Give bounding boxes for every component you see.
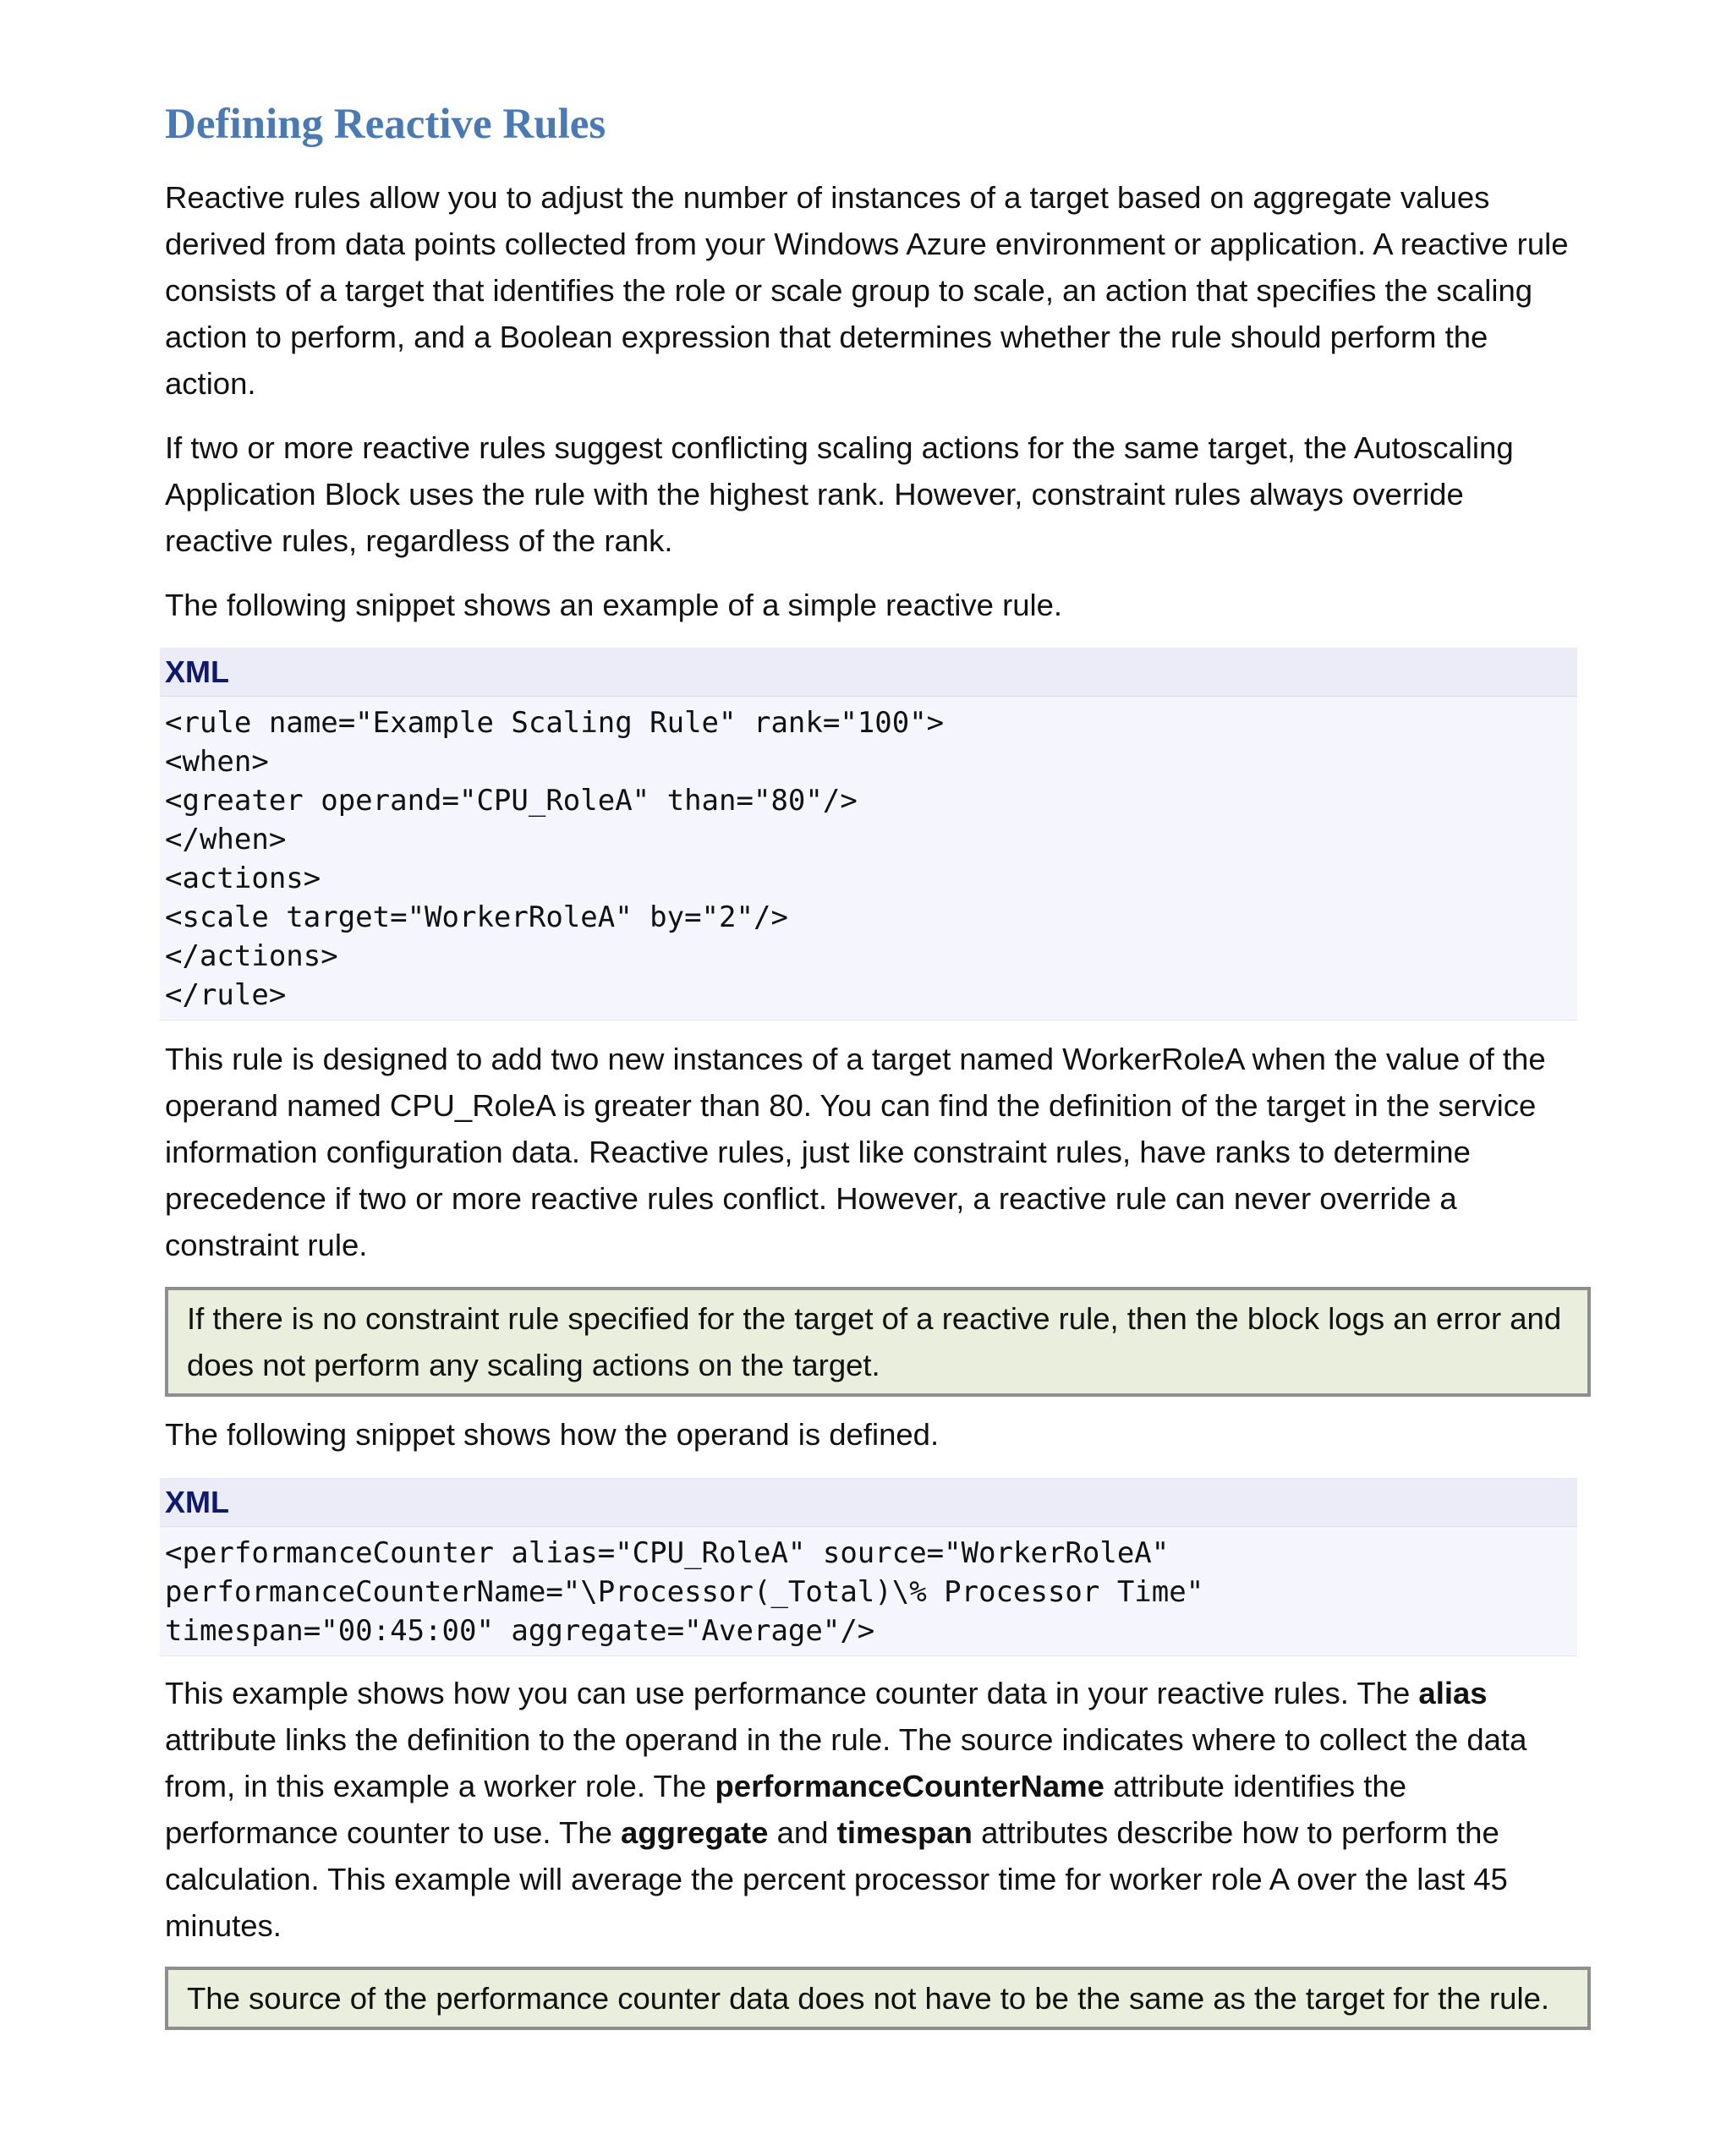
bold-term-timespan: timespan (836, 1815, 973, 1850)
text-run: attribute links the definition to the operand in the rule. The source indicates where to collect the data from, in this example a worker role. The (165, 1722, 1527, 1803)
operand-intro-paragraph: The following snippet shows how the operand is defined. (165, 1417, 940, 1452)
code-content (160, 697, 1577, 1020)
intro-paragraph-2: If two or more reactive rules suggest conflicting scaling actions for the same target, the Autoscaling Application Block uses the rule with the highest rank. However, constraint rules always override reactive rules, regardless of the rank. (165, 430, 1514, 558)
bold-term-alias: alias (1418, 1676, 1488, 1710)
code-line: <rule name="Example Scaling Rule" rank="100"> (165, 706, 945, 740)
code-line: <actions> (165, 862, 321, 895)
code-line: </when> (165, 823, 287, 856)
bold-term-performance-counter-name: performanceCounterName (715, 1769, 1104, 1803)
code-line: <greater operand="CPU_RoleA" than="80"/> (165, 784, 858, 818)
rule-explanation-paragraph: This rule is designed to add two new instances of a target named WorkerRoleA when the value of the operand named CPU_RoleA is greater than 80. You can find the definition of the target in the service information configuration data. Reactive rules, just like constraint rules, have ranks to determine precedence if two or more reactive rules conflict. However, a reactive rule can never override a constraint rule. (165, 1042, 1546, 1262)
text-run: This example shows how you can use performance counter data in your reactive rules. The (165, 1676, 1419, 1710)
code-line: timespan="00:45:00" aggregate="Average"/> (165, 1614, 875, 1648)
note-box-source: The source of the performance counter data does not have to be the same as the target for the rule. (165, 1967, 1591, 2030)
code-language-label: XML (160, 1478, 1577, 1527)
code-content (160, 1527, 1577, 1655)
code-line: <scale target="WorkerRoleA" by="2"/> (165, 900, 788, 934)
code-line: performanceCounterName="\Processor(_Total)\% Processor Time" (165, 1575, 1204, 1609)
code-line: </rule> (165, 978, 287, 1012)
code-language-label: XML (160, 648, 1577, 697)
code-line: </actions> (165, 939, 338, 973)
intro-paragraph-3: The following snippet shows an example of a simple reactive rule. (165, 588, 1063, 622)
intro-paragraph-1: Reactive rules allow you to adjust the number of instances of a target based on aggregate values derived from data points collected from your Windows Azure environment or application. A reactive rule consists of a target that identifies the role or scale group to scale, an action that specifies the scaling action to perform, and a Boolean expression that determines whether the rule should perform the action. (165, 180, 1569, 401)
code-line: <performanceCounter alias="CPU_RoleA" source="WorkerRoleA" (165, 1536, 1170, 1570)
operand-explanation-paragraph (165, 1670, 1577, 1949)
code-line: <when> (165, 745, 269, 779)
code-block-rule (160, 648, 1577, 1021)
section-heading: Defining Reactive Rules (165, 101, 606, 148)
text-run: attributes describe how to perform the calculation. This example will average the percent processor time for worker role A over the last 45 minutes. (165, 1815, 1508, 1943)
bold-term-aggregate: aggregate (621, 1815, 769, 1850)
text-run: and (768, 1815, 837, 1850)
note-box-constraint: If there is no constraint rule specified for the target of a reactive rule, then the block logs an error and does not perform any scaling actions on the target. (165, 1287, 1591, 1397)
code-block-operand (160, 1478, 1577, 1656)
text-run: attribute identifies the performance counter to use. The (165, 1769, 1407, 1850)
